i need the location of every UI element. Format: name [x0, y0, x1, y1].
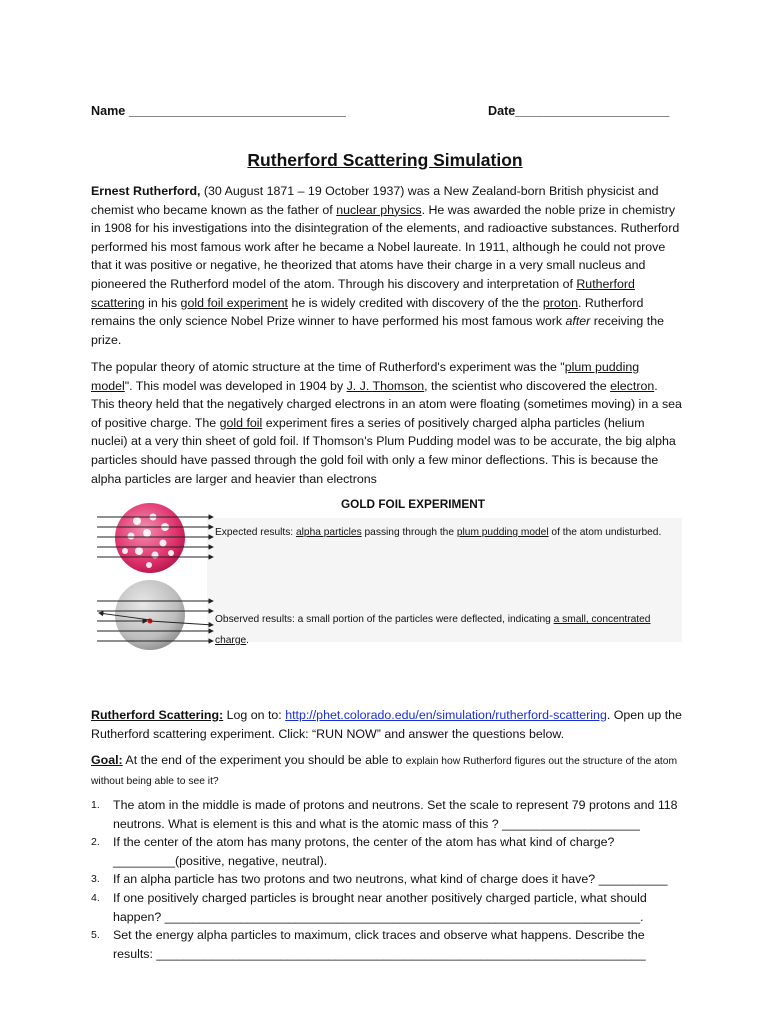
question-item[interactable]: [91, 870, 683, 889]
link-proton[interactable]: proton: [542, 295, 578, 310]
date-blank: ______________________: [515, 104, 670, 118]
goal-label: Goal:: [91, 753, 123, 767]
link-alpha-particles[interactable]: alpha particles: [295, 527, 362, 538]
question-number: 5.: [91, 929, 100, 942]
link-small-concentrated-charge[interactable]: a small, concentrated charge: [215, 614, 651, 646]
scattering-label: Rutherford Scattering:: [91, 708, 224, 722]
link-plum-pudding-model[interactable]: plum pudding model: [91, 360, 640, 393]
bio-text: receiving the prize.: [91, 314, 664, 347]
theory-text: experiment fires a series of positively charged alpha particles (helium nuclei) at a very thin sheet of gold foil. If Thomson's Plum Pudding model was to be accurate, the big alpha particles should have passed through the gold foil with only a few minor deflections. This is because the alpha particles are larger and heavier than electrons: [91, 415, 676, 486]
bio-after: after: [565, 314, 591, 329]
link-jj-thomson[interactable]: J. J. Thomson: [346, 378, 425, 393]
question-item[interactable]: [91, 833, 683, 870]
date-label: Date: [488, 104, 516, 118]
theory-text: . This theory held that the negatively charged electrons in an atom were floating (sometimes moving) in a sea of positive charge. The: [91, 378, 682, 430]
theory-paragraph: [91, 358, 683, 488]
question-text: If one positively charged particles is brought near another positively charged particle, what should happen? _____________________________________________________________________.: [113, 890, 647, 924]
scattering-paragraph: [91, 706, 683, 743]
gold-foil-diagram: [95, 503, 225, 653]
date-field[interactable]: [488, 102, 669, 121]
scattering-text: . Open up the Rutherford scattering experiment. Click: “RUN NOW” and answer the questions below.: [91, 708, 682, 741]
link-plum-pudding-model-fig[interactable]: plum pudding model: [456, 527, 549, 538]
goal-text: At the end of the experiment you should be able to: [122, 753, 406, 767]
expected-text: of the atom undisturbed.: [548, 527, 662, 538]
link-gold-foil[interactable]: gold foil: [219, 415, 263, 430]
link-rutherford-scattering[interactable]: Rutherford scattering: [91, 276, 635, 310]
nuclear-atom: [115, 580, 185, 650]
question-number: 3.: [91, 873, 100, 886]
expected-results: [215, 525, 677, 541]
observed-text: .: [246, 635, 249, 646]
question-item[interactable]: [91, 926, 683, 963]
observed-results: [215, 609, 677, 651]
question-text: If an alpha particle has two protons and two neutrons, what kind of charge does it have? __________: [113, 872, 668, 887]
question-number: 4.: [91, 891, 100, 904]
scattering-text: Log on to:: [223, 708, 286, 722]
question-number: 1.: [91, 799, 100, 811]
bio-name: Ernest Rutherford,: [91, 184, 201, 198]
bio-paragraph: [91, 182, 683, 349]
link-electron[interactable]: electron: [610, 378, 655, 393]
goal-text-small: explain how Rutherford figures out the structure of the atom without being able to see it?: [91, 756, 678, 787]
theory-text: ". This model was developed in 1904 by: [124, 378, 347, 393]
goal-paragraph: [91, 751, 683, 791]
question-item[interactable]: [91, 796, 683, 833]
name-field[interactable]: [91, 102, 346, 121]
question-text: Set the energy alpha particles to maximum, click traces and observe what happens. Describe the results: _______________________________________________________________________: [113, 928, 646, 961]
bio-text: in his: [144, 295, 181, 310]
page-title: Rutherford Scattering Simulation: [247, 150, 523, 170]
name-label: Name: [91, 104, 126, 118]
bio-text: (30 August 1871 – 19 October 1937) was a New Zealand-born British physicist and chemist who became known as the father of: [91, 184, 659, 217]
question-text: The atom in the middle is made of protons and neutrons. Set the scale to represent 79 protons and 118 neutrons. What is element is this and what is the atomic mass of this ? ____________________: [113, 798, 678, 831]
bio-text: . Rutherford remains the only science Nobel Prize winner to have performed his most famous work: [91, 295, 644, 329]
name-blank: _______________________________: [128, 104, 346, 118]
figure-heading: GOLD FOIL EXPERIMENT: [341, 497, 485, 511]
observed-text: Observed results: a small portion of the particles were deflected, indicating: [215, 614, 554, 625]
link-nuclear-physics[interactable]: nuclear physics: [336, 202, 422, 217]
question-number: 2.: [91, 836, 100, 849]
question-list: [91, 796, 683, 963]
theory-text: The popular theory of atomic structure at the time of Rutherford's experiment was the ": [91, 360, 565, 374]
question-item[interactable]: [91, 889, 683, 926]
expected-text: passing through the: [361, 527, 457, 538]
bio-text: he is widely credited with discovery of the the: [288, 295, 543, 310]
bio-text: . He was awarded the noble prize in chemistry in 1908 for his investigations into the disintegration of the elements, and radioactive substances. Rutherford performed his most famous work after he became a Nobel laureate. In 1911, although he could not prove that it was positive or negative, he theorized that atoms have their charge in a very small nucleus and pioneered the Rutherford model of the atom. Through his discovery and interpretation of: [91, 202, 680, 291]
link-gold-foil-experiment[interactable]: gold foil experiment: [180, 295, 288, 310]
theory-text: , the scientist who discovered the: [424, 378, 611, 393]
expected-text: Expected results:: [215, 527, 296, 538]
question-text: If the center of the atom has many protons, the center of the atom has what kind of charge? _________(positive, negative, neutral).: [113, 835, 615, 868]
phet-simulation-link[interactable]: http://phet.colorado.edu/en/simulation/rutherford-scattering: [285, 708, 607, 722]
